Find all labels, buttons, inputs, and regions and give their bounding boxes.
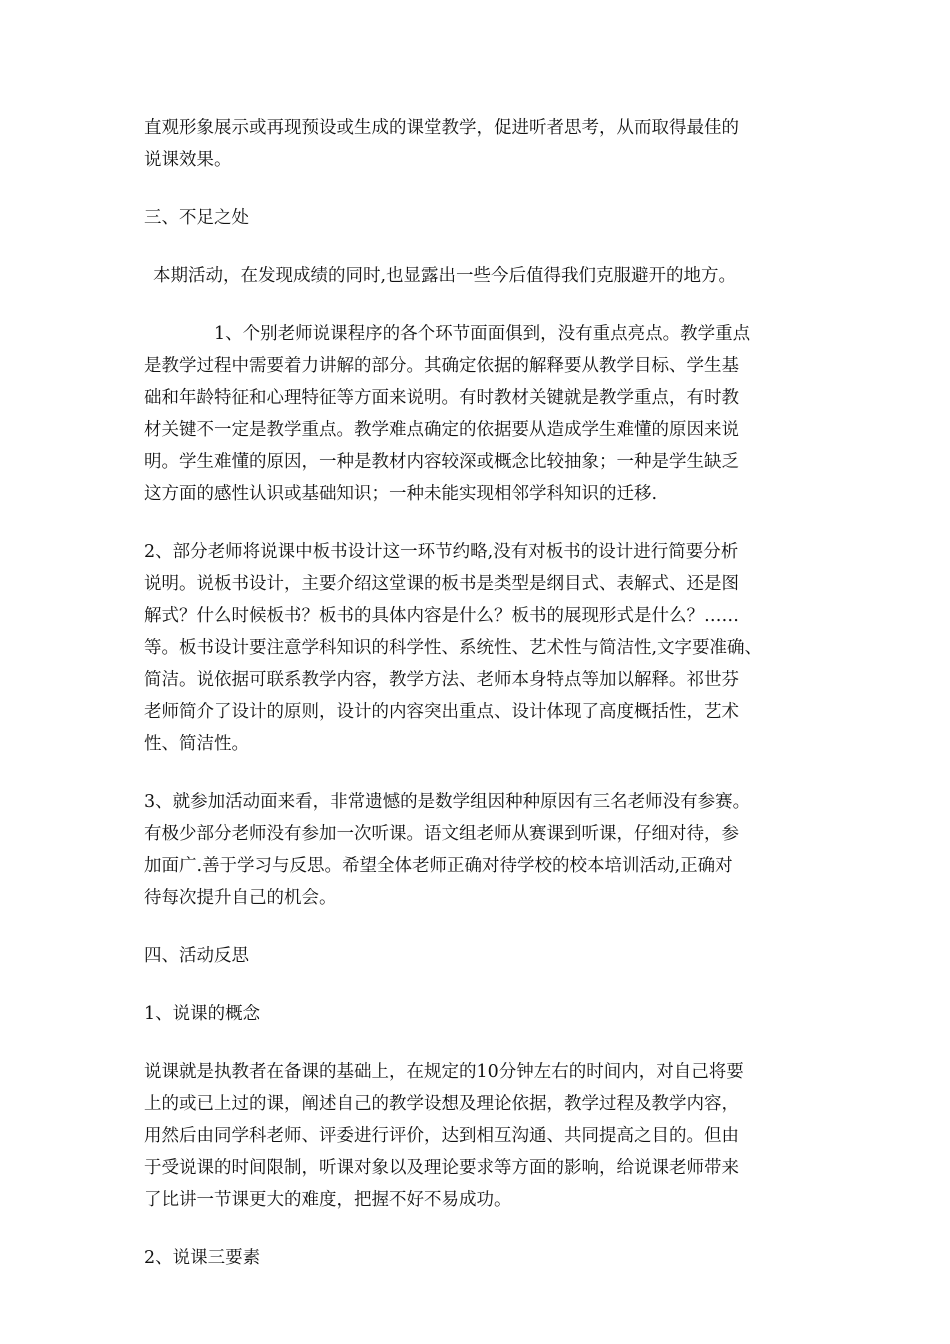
text-line: 说课效果。 [144,150,232,170]
text-line: 性、简洁性。 [144,734,249,754]
text-line: 说课就是执教者在备课的基础上，在规定的10分钟左右的时间内，对自己将要 [144,1062,744,1082]
section-heading-shortcomings: 三、不足之处 [144,208,249,228]
text-line: 了比讲一节课更大的难度，把握不好不易成功。 [144,1190,512,1210]
text-line: 是教学过程中需要着力讲解的部分。其确定依据的解释要从教学目标、学生基 [144,356,739,376]
text-line: 加面广.善于学习与反思。希望全体老师正确对待学校的校本培训活动,正确对 [144,856,733,876]
text-line: 简洁。说依据可联系教学内容，教学方法、老师本身特点等加以解释。祁世芬 [144,670,739,690]
text-line: 这方面的感性认识或基础知识；一种未能实现相邻学科知识的迁移. [144,484,658,504]
text-line: 于受说课的时间限制，听课对象以及理论要求等方面的影响，给说课老师带来 [144,1158,739,1178]
text-line: 础和年龄特征和心理特征等方面来说明。有时教材关键就是教学重点，有时教 [144,388,739,408]
text-line: 1、个别老师说课程序的各个环节面面俱到，没有重点亮点。教学重点 [214,324,751,344]
paragraph-shortcomings-intro: 本期活动，在发现成绩的同时,也显露出一些今后值得我们克服避开的地方。 [153,266,737,286]
text-line: 老师简介了设计的原则，设计的内容突出重点、设计体现了高度概括性，艺术 [144,702,739,722]
list-item-3 [144,786,824,914]
section-heading-reflection: 四、活动反思 [144,946,249,966]
paragraph-intro-continuation [144,112,824,176]
text-line: 说明。说板书设计，主要介绍这堂课的板书是类型是纲目式、表解式、还是图 [144,574,739,594]
text-line: 等。板书设计要注意学科知识的科学性、系统性、艺术性与简洁性,文字要准确、 [144,638,763,658]
text-line: 有极少部分老师没有参加一次听课。语文组老师从赛课到听课，仔细对待，参 [144,824,739,844]
paragraph-concept [144,1056,824,1216]
list-item-1 [144,318,824,510]
text-line: 解式？什么时候板书？板书的具体内容是什么？板书的展现形式是什么？…… [144,606,739,626]
subheading-three-elements: 2、说课三要素 [144,1248,261,1268]
text-line: 待每次提升自己的机会。 [144,888,337,908]
text-line: 3、就参加活动面来看，非常遗憾的是数学组因种种原因有三名老师没有参赛。 [144,792,751,812]
text-line: 2、部分老师将说课中板书设计这一环节约略,没有对板书的设计进行简要分析 [144,542,739,562]
document-body [144,112,824,1274]
text-line: 明。学生难懂的原因，一种是教材内容较深或概念比较抽象；一种是学生缺乏 [144,452,739,472]
text-line: 直观形象展示或再现预设或生成的课堂教学，促进听者思考，从而取得最佳的 [144,118,739,138]
text-line: 材关键不一定是教学重点。教学难点确定的依据要从造成学生难懂的原因来说 [144,420,739,440]
list-item-2 [144,536,824,760]
subheading-concept: 1、说课的概念 [144,1004,261,1024]
text-line: 用然后由同学科老师、评委进行评价，达到相互沟通、共同提高之目的。但由 [144,1126,739,1146]
text-line: 上的或已上过的课，阐述自己的教学设想及理论依据，教学过程及教学内容， [144,1094,739,1114]
